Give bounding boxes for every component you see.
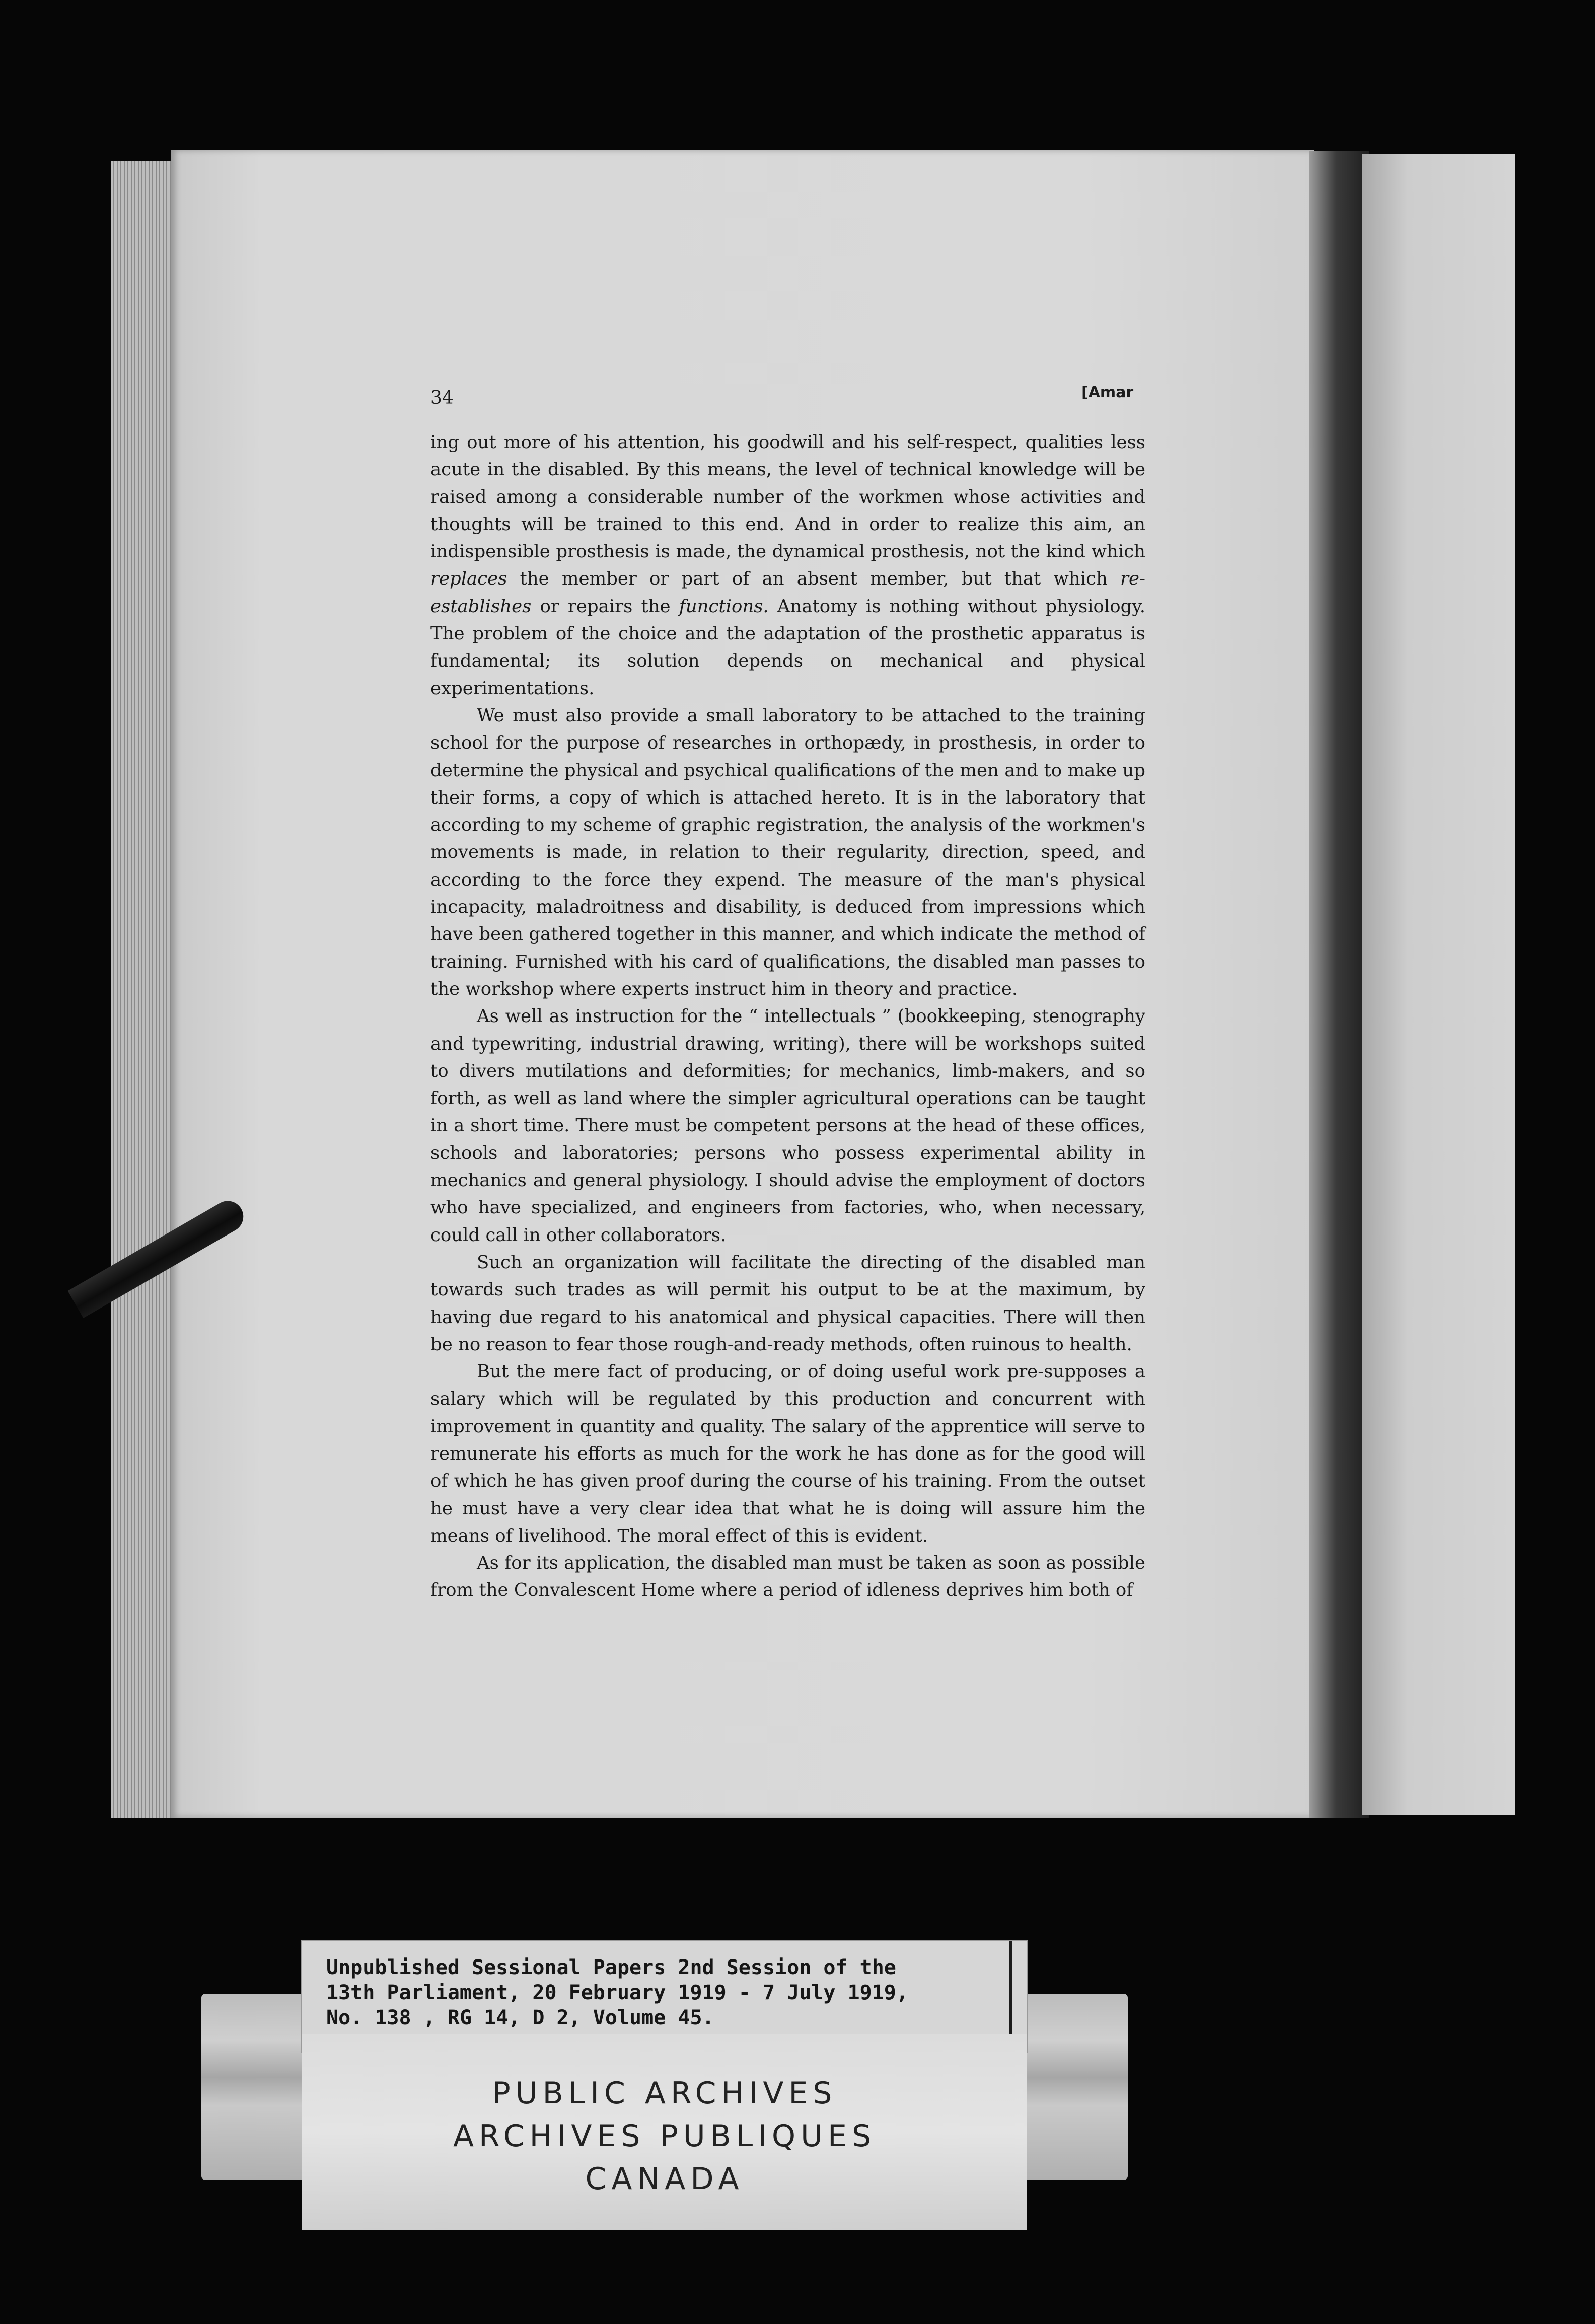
archive-stamp-text (302, 2072, 1027, 2201)
archive-reference-line: 13th Parliament, 20 February 1919 - 7 July 1919, (326, 1981, 908, 2004)
page-number: 34 (430, 388, 454, 408)
text-run: We must also provide a small laboratory to be attached to the training school for the purpose of researches in orthopædy, in prosthesis, in order to determine the physical and psychical qualifications of the men and to make up their forms, a copy of which is attached hereto. It is in the laboratory that according to my scheme of graphic registration, the analysis of the workmen's movements is made, in relation to their regularity, direction, speed, and according to the force they expend. The measure of the man's physical incapacity, maladroitness and disability, is deduced from impressions which have been gathered together in this manner, and which indicate the method of training. Furnished with his card of qualifications, the disabled man passes to the workshop where experts instruct him in theory and practice. (430, 705, 1145, 999)
italic-run: functions. (679, 596, 769, 617)
body-paragraph (430, 429, 1145, 702)
archive-stamp-line: ARCHIVES PUBLIQUES (453, 2119, 877, 2154)
running-head: [Amar (1081, 384, 1134, 401)
archive-stamp-line: PUBLIC ARCHIVES (492, 2076, 837, 2111)
body-paragraph (430, 1249, 1145, 1358)
text-run: As for its application, the disabled man must be taken as soon as possible from the Convalescent Home where a period of idleness deprives him both of (430, 1553, 1145, 1601)
body-paragraph (430, 1358, 1145, 1550)
body-paragraph (430, 1550, 1145, 1605)
facing-page (1362, 154, 1515, 1815)
archive-stamp (302, 2034, 1027, 2230)
book-gutter-shadow (1309, 151, 1369, 1818)
archive-stamp-line: CANADA (585, 2161, 744, 2197)
archive-reference-text (326, 1955, 996, 2030)
body-paragraph (430, 702, 1145, 1003)
italic-run: re-establishes (430, 568, 1145, 617)
text-run: the member or part of an absent member, but that which (507, 568, 1121, 590)
text-run: ing out more of his attention, his goodwill and his self-respect, qualities less acute in the disabled. By this means, the level of technical knowledge will be raised among a considerable number of the workmen whose activities and thoughts will be trained to this end. And in order to realize this aim, an indispensible prosthesis is made, the dynamical prosthesis, not the kind which (430, 432, 1145, 562)
text-run: As well as instruction for the “ intellectuals ” (bookkeeping, stenography and typewriting, industrial drawing, writing), there will be workshops suited to divers mutilations and deformities; for mechanics, limb-makers, and so forth, as well as land where the simpler agricultural operations can be taught in a short time. There must be competent persons at the head of these offices, schools and laboratories; persons who possess experimental ability in mechanics and general physiology. I should advise the employment of doctors who have specialized, and engineers from factories, who, when necessary, could call in other collaborators. (430, 1006, 1145, 1246)
text-run: Anatomy is nothing without physiology. The problem of the choice and the adaptation of the prosthetic apparatus is fundamental; its solution depends on mechanical and physical experimentations. (430, 596, 1145, 699)
text-run: Such an organization will facilitate the directing of the disabled man towards such trades as will permit his output to be at the maximum, by having due regard to his anatomical and physical capacities. There will then be no reason to fear those rough-and-ready methods, often ruinous to health. (430, 1252, 1145, 1355)
body-text (430, 429, 1145, 1605)
text-run: or repairs the (531, 596, 679, 617)
archive-reference-line: No. 138 , RG 14, D 2, Volume 45. (326, 2006, 714, 2029)
archive-reference-line: Unpublished Sessional Papers 2nd Session of the (326, 1956, 896, 1979)
italic-run: replaces (430, 568, 508, 590)
text-run: But the mere fact of producing, or of doing useful work pre-supposes a salary which will be regulated by this production and concurrent with improvement in quantity and quality. The salary of the apprentice will serve to remunerate his efforts as much for the work he has done as for the good will of which he has given proof during the course of his training. From the outset he must have a very clear idea that what he is doing will assure him the means of livelihood. The moral effect of this is evident. (430, 1361, 1145, 1546)
body-paragraph (430, 1003, 1145, 1249)
